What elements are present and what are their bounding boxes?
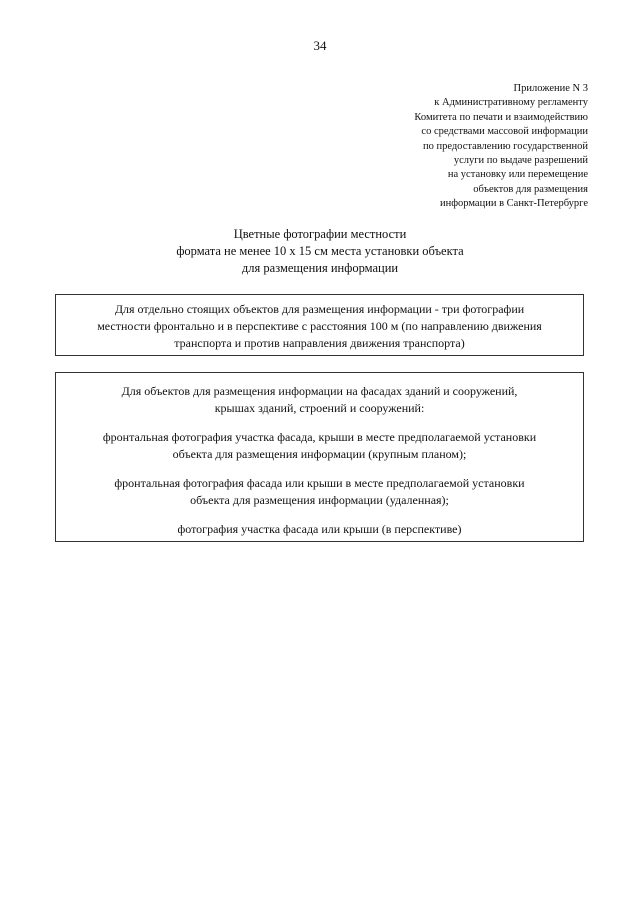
title-line: для размещения информации [241,261,399,275]
box2-intro-line: крышах зданий, строений и сооружений: [214,401,425,415]
box1-line: местности фронтально и в перспективе с расстояния 100 м (по направлению движения [97,319,542,333]
appendix-line: по предоставлению государственной [422,140,588,152]
title-line: Цветные фотографии местности [233,227,407,241]
appendix-line: информации в Санкт-Петербурге [439,198,588,210]
appendix-line: услуги по выдаче разрешений [453,155,588,167]
box2-intro-line: Для объектов для размещения информации на фасадах зданий и сооружений, [121,384,518,398]
standalone-objects-box [55,294,584,356]
appendix-line: к Административному регламенту [434,97,588,109]
appendix-line: на установку или перемещение [447,169,588,181]
box1-line: Для отдельно стоящих объектов для размещения информации - три фотографии [114,302,525,316]
box2-item-closeup [56,429,583,463]
box2-item-perspective [56,521,583,538]
appendix-line: со средствами массовой информации [421,126,588,138]
box2-intro [56,383,583,417]
box2-item-line: фотография участка фасада или крыши (в перспективе) [177,522,462,536]
box1-line: транспорта и против направления движения транспорта) [174,336,465,350]
document-title [0,226,640,277]
box2-item-line: объекта для размещения информации (удаленная); [190,493,449,507]
page-number: 34 [313,38,327,53]
appendix-line: Комитета по печати и взаимодействию [414,111,588,123]
appendix-line: объектов для размещения [473,183,588,195]
box2-item-distant [56,475,583,509]
title-line: формата не менее 10 x 15 см места установки объекта [176,244,464,258]
box2-item-line: фронтальная фотография участка фасада, крыши в месте предполагаемой установки [102,430,537,444]
facade-objects-box [55,372,584,542]
box2-item-line: фронтальная фотография фасада или крыши в месте предполагаемой установки [114,476,525,490]
appendix-header [348,82,588,212]
appendix-line: Приложение N 3 [513,83,588,94]
box2-item-line: объекта для размещения информации (крупным планом); [172,447,467,461]
